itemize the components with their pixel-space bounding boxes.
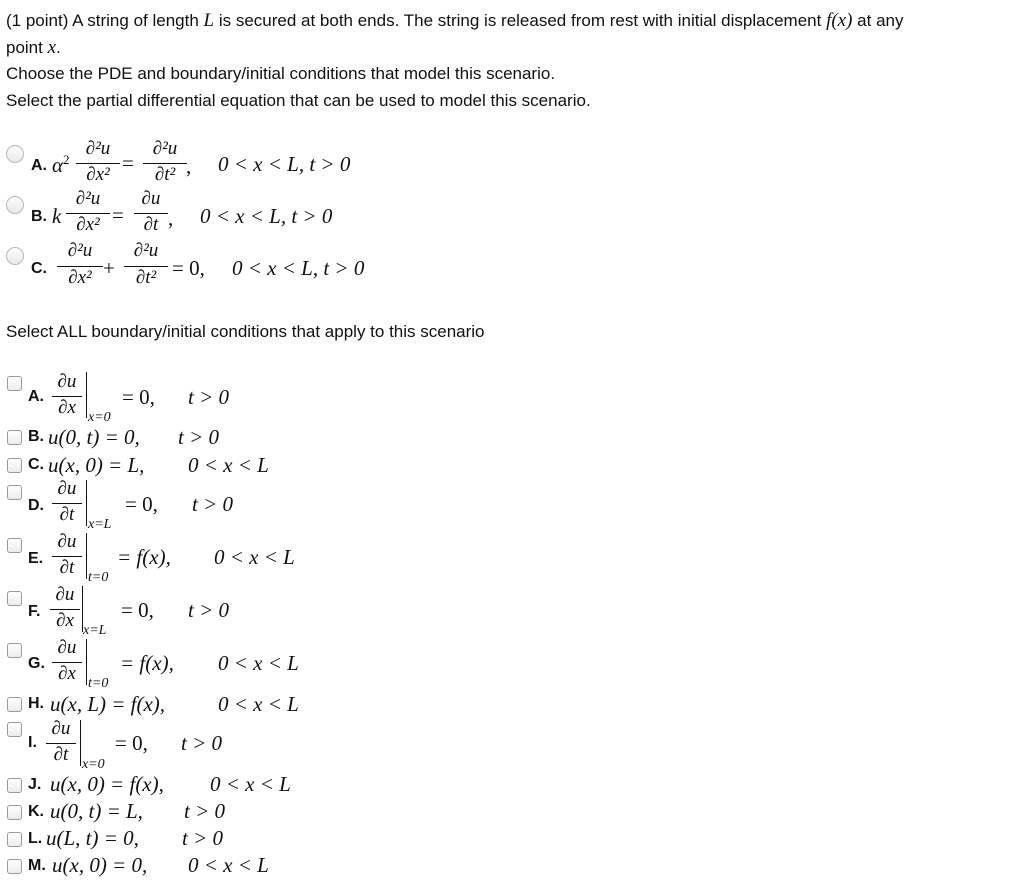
fraction-numerator: ∂²u <box>67 240 93 261</box>
evaluation-point: t=0 <box>88 570 109 585</box>
checkbox-bc-g[interactable] <box>7 643 22 658</box>
rhs: = 0, <box>125 492 158 516</box>
option-label: J. <box>28 776 42 793</box>
expression: u(L, t) = 0, <box>46 826 139 850</box>
evaluation-bar <box>86 639 87 685</box>
fraction-denominator: ∂t² <box>154 164 176 185</box>
fraction-numerator: ∂²u <box>75 188 101 209</box>
domain: 0 < x < L, t > 0 <box>232 256 365 280</box>
evaluation-bar <box>86 372 87 418</box>
option-label: C. <box>28 456 44 473</box>
equals-zero: = 0, <box>172 256 205 280</box>
checkbox-bc-f[interactable] <box>7 591 22 606</box>
checkbox-bc-d[interactable] <box>7 485 22 500</box>
domain: t > 0 <box>192 492 234 516</box>
domain: 0 < x < L <box>218 651 299 675</box>
domain: 0 < x < L <box>218 692 299 716</box>
rhs: = f(x), <box>120 651 174 675</box>
fraction-denominator: ∂x² <box>68 267 92 288</box>
instruction-text: Choose the PDE and boundary/initial conditions that model this scenario. <box>6 64 556 83</box>
evaluation-bar <box>86 480 87 526</box>
fraction-denominator: ∂t <box>53 744 69 765</box>
operator: = <box>112 203 124 227</box>
operator: = <box>122 151 134 175</box>
expression: u(x, 0) = 0, <box>52 853 148 877</box>
fraction-numerator: ∂u <box>57 478 77 499</box>
domain: 0 < x < L, t > 0 <box>218 152 351 176</box>
fraction-denominator: ∂t <box>143 214 159 235</box>
problem-statement-line-1: (1 point) A string of length L is secured at both ends. The string is released from rest with initial displacement f(x) at any <box>6 10 904 31</box>
checkbox-bc-m[interactable] <box>7 859 22 874</box>
option-label: L. <box>28 830 43 847</box>
checkbox-bc-b[interactable] <box>7 430 22 445</box>
option-label: F. <box>28 603 41 620</box>
fraction-numerator: ∂²u <box>152 138 178 159</box>
fraction-denominator: ∂x <box>56 610 74 631</box>
problem-statement-line-2: point x. <box>6 37 61 58</box>
expression: u(x, L) = f(x), <box>50 692 166 716</box>
domain: 0 < x < L, t > 0 <box>200 204 333 228</box>
checkbox-bc-e[interactable] <box>7 538 22 553</box>
evaluation-bar <box>80 720 81 766</box>
option-label: D. <box>28 497 44 514</box>
domain: t > 0 <box>188 385 230 409</box>
fraction-numerator: ∂u <box>141 188 161 209</box>
coefficient: $\alpha^2$ <box>52 152 70 177</box>
evaluation-point: x=L <box>83 623 107 638</box>
option-label: K. <box>28 803 44 820</box>
checkbox-bc-l[interactable] <box>7 832 22 847</box>
checkbox-bc-a[interactable] <box>7 376 22 391</box>
checkbox-bc-h[interactable] <box>7 697 22 712</box>
checkbox-bc-k[interactable] <box>7 805 22 820</box>
domain: t > 0 <box>182 826 224 850</box>
option-label: M. <box>28 857 46 874</box>
domain: t > 0 <box>188 598 230 622</box>
fraction-numerator: ∂u <box>57 371 77 392</box>
evaluation-bar <box>86 533 87 579</box>
option-label: B. <box>31 208 47 225</box>
separator: , <box>186 154 192 178</box>
radio-pde-a[interactable] <box>6 145 24 163</box>
domain: 0 < x < L <box>188 453 269 477</box>
domain: 0 < x < L <box>210 772 291 796</box>
rhs: = 0, <box>121 598 154 622</box>
option-label: A. <box>28 388 44 405</box>
bc-question: Select ALL boundary/initial conditions that apply to this scenario <box>6 322 485 341</box>
pde-question: Select the partial differential equation that can be used to model this scenario. <box>6 91 591 110</box>
fraction-numerator: ∂²u <box>133 240 159 261</box>
expression: u(0, t) = L, <box>50 799 143 823</box>
domain: t > 0 <box>181 731 223 755</box>
checkbox-bc-i[interactable] <box>7 722 22 737</box>
domain: t > 0 <box>178 425 220 449</box>
fraction-numerator: ∂²u <box>85 138 111 159</box>
domain: t > 0 <box>184 799 226 823</box>
fraction-denominator: ∂t² <box>135 267 157 288</box>
evaluation-point: t=0 <box>88 676 109 691</box>
rhs: = 0, <box>122 385 155 409</box>
radio-pde-c[interactable] <box>6 247 24 265</box>
evaluation-point: x=L <box>88 517 112 532</box>
option-label: H. <box>28 695 44 712</box>
fraction-denominator: ∂x² <box>76 214 100 235</box>
evaluation-point: x=0 <box>88 410 111 425</box>
option-label: A. <box>31 157 47 174</box>
rhs: = 0, <box>115 731 148 755</box>
option-label: I. <box>28 734 37 751</box>
fraction-denominator: ∂x <box>58 397 76 418</box>
separator: , <box>168 206 174 230</box>
option-label: C. <box>31 260 47 277</box>
option-label: E. <box>28 550 44 567</box>
fraction-denominator: ∂t <box>59 557 75 578</box>
radio-pde-b[interactable] <box>6 196 24 214</box>
fraction-denominator: ∂t <box>59 504 75 525</box>
option-label: G. <box>28 655 45 672</box>
fraction-numerator: ∂u <box>55 584 75 605</box>
checkbox-bc-j[interactable] <box>7 778 22 793</box>
fraction-numerator: ∂u <box>57 637 77 658</box>
expression: u(0, t) = 0, <box>48 425 140 449</box>
rhs: = f(x), <box>117 545 171 569</box>
fraction-numerator: ∂u <box>57 531 77 552</box>
checkbox-bc-c[interactable] <box>7 458 22 473</box>
operator: + <box>103 256 115 280</box>
expression: u(x, 0) = f(x), <box>50 772 164 796</box>
domain: 0 < x < L <box>214 545 295 569</box>
coefficient: k <box>52 204 62 228</box>
evaluation-point: x=0 <box>82 757 105 772</box>
expression: u(x, 0) = L, <box>48 453 145 477</box>
fraction-denominator: ∂x² <box>86 164 110 185</box>
domain: 0 < x < L <box>188 853 269 877</box>
fraction-numerator: ∂u <box>51 718 71 739</box>
option-label: B. <box>28 428 44 445</box>
fraction-denominator: ∂x <box>58 663 76 684</box>
